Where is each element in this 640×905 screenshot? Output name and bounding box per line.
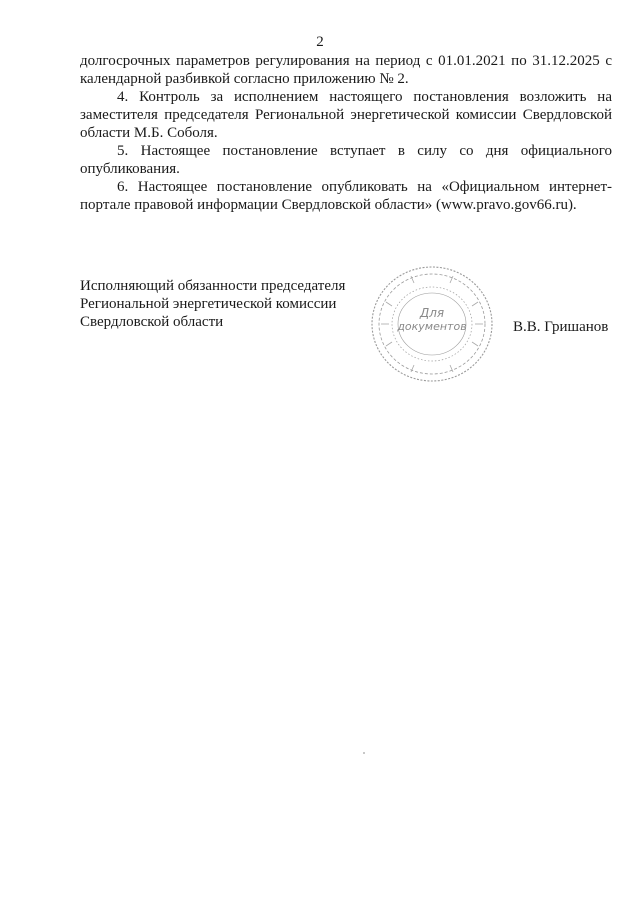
paragraph-continuation: долгосрочных параметров регулирования на период с 01.01.2021 по 31.12.2025 с календарной разбивкой согласно приложению № 2. [80,53,612,87]
scan-speck [363,752,365,754]
signatory-position-line: Исполняющий обязанности председателя [80,278,346,294]
signatory-position [80,277,345,331]
signatory-position-line: Свердловской области [80,314,224,330]
paragraph-item-6: 6. Настоящее постановление опубликовать на «Официальном интернет-портале правовой информации Свердловской области» (www.pravo.gov66.ru). [80,179,612,213]
document-body [80,52,612,214]
page-number: 2 [316,34,324,50]
signatory-name: В.В. Гришанов [513,319,609,335]
paragraph-item-5: 5. Настоящее постановление вступает в силу со дня официального опубликования. [80,143,612,177]
signatory-position-line: Региональной энергетической комиссии [80,296,337,312]
paragraph-item-4: 4. Контроль за исполнением настоящего постановления возложить на заместителя председателя Региональной энергетической комиссии Свердловской области М.Б. Соболя. [80,89,612,141]
seal-text: документов [397,320,467,333]
official-seal [366,262,498,387]
seal-text: Для [419,306,445,320]
